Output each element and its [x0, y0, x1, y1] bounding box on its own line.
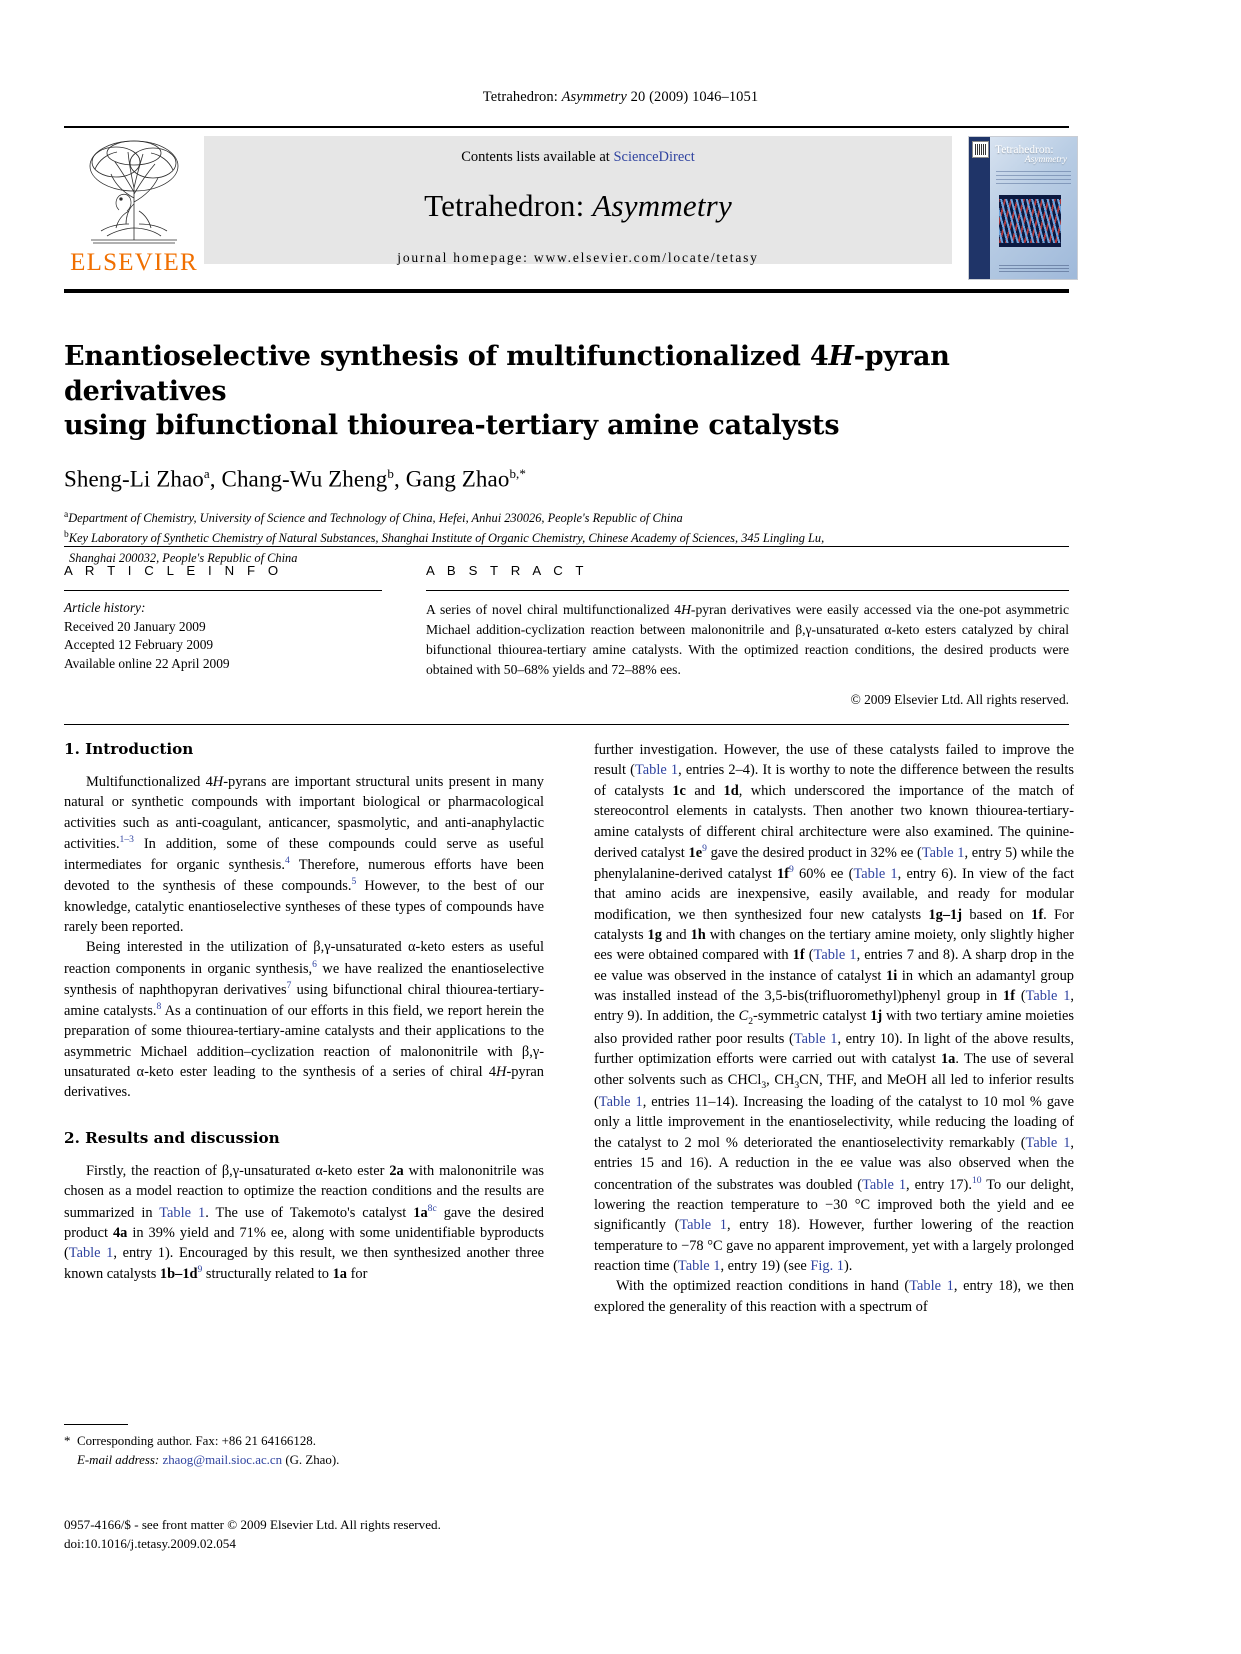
article-received: Received 20 January 2009	[64, 618, 206, 634]
abstract-heading: A B S T R A C T	[426, 563, 589, 578]
abstract-copyright: © 2009 Elsevier Ltd. All rights reserved.	[850, 691, 1069, 707]
paragraph-results-continued: further investigation. However, the use of these catalysts failed to improve the result (Table 1, entries 2–4). It is worthy to note the difference between the results of catalysts 1c and 1d, which underscored the importance of the match of stereocontrol elements in catalysts. Then another two known thiourea-tertiary-amine catalysts of different chiral architecture were also examined. The quinine-derived catalyst 1e$^9$ gave the desired product in 32% ee (Table 1, entry 5) while the phenylalanine-derived catalyst 1f$^9$ 60% ee (Table 1, entry 6). In view of the fact that amino acids are inexpensive, easily available, and ready for modular modification, we then synthesized four new catalysts 1g–1j based on 1f. For catalysts 1g and 1h with changes on the tertiary amine moiety, only slightly higher ees were obtained compared with 1f (Table 1, entries 7 and 8). A sharp drop in the ee value was observed in the instance of catalyst 1i in which an adamantyl group was installed instead of the 3,5-bis(trifluoromethyl)phenyl group in 1f (Table 1, entry 9). In addition, the $C_2$-symmetric catalyst 1j with two tertiary amine moieties also provided rather poor results (Table 1, entry 10). In light of the above results, further optimization efforts were carried out with catalyst 1a. The use of several other solvents such as CHCl$_3$, $CH_3CN$, THF, and MeOH all led to inferior results (Table 1, entries 11–14). Increasing the loading of the catalyst to 10 mol % gave only a little improvement in the enantioselectivity, while reducing the loading of the catalyst to 2 mol % deteriorated the enantioselectivity remarkably (Table 1, entries 15 and 16). A reduction in the ee value was also observed when the concentration of the substrates was doubled (Table 1, entry 17).$^{10}$ To our delight, lowering the reaction temperature to −30 °C improved both the yield and ee significantly (Table 1, entry 18). However, further lowering of the reaction temperature to −78 °C gave no apparent improvement, yet with a largely prolonged reaction time (Table 1, entry 19) (see Fig. 1).	[594, 742, 1075, 1274]
paragraph-intro-2: Being interested in the utilization of β,γ-unsaturated α-keto esters as useful reaction components in organic synthesis,$^6$ we have realized the enantioselective synthesis of naphthopyran derivatives$^7$ using bifunctional chiral thiourea-tertiary-amine catalysts.$^8$ As a continuation of our efforts in this field, we report herein the preparation of some thiourea-tertiary-amine catalysts and their applications to the asymmetric Michael addition–cyclization reaction of malononitrile with β,γ-unsaturated α-keto ester leading to the synthesis of a series of chiral 4H-pyran derivatives.	[64, 939, 544, 1101]
cross-reference-link[interactable]: Table 1	[921, 844, 965, 861]
cover-title	[995, 144, 1073, 166]
cross-reference-link[interactable]: Table 1	[598, 1094, 643, 1111]
band-bottom-rule	[64, 724, 1069, 725]
cover-badge-icon	[972, 141, 989, 158]
contents-available-line	[204, 136, 952, 166]
section-heading-results: 2. Results and discussion	[64, 1128, 280, 1147]
affil-a-marker: a	[64, 510, 69, 521]
body-column-right	[594, 740, 1074, 1317]
email-link[interactable]: zhaog@mail.sioc.ac.cn	[162, 1452, 283, 1467]
footnote-rule	[64, 1424, 128, 1425]
cross-reference-link[interactable]: Table 1	[909, 1278, 954, 1295]
elsevier-tree-icon	[71, 136, 197, 248]
info-abstract-band	[64, 546, 1069, 725]
cross-reference-link[interactable]: Table 1	[68, 1245, 114, 1262]
footnote-star-marker: *	[64, 1434, 71, 1448]
article-info-rule	[64, 590, 382, 591]
author-2: Chang-Wu Zheng	[221, 466, 388, 492]
author-3-affil-marker: b,*	[509, 465, 527, 481]
running-head	[0, 0, 1241, 106]
affil-b-marker: b	[64, 530, 69, 541]
imprint-front-matter: 0957-4166/$ - see front matter © 2009 Elsevier Ltd. All rights reserved.	[64, 1517, 441, 1532]
journal-title-italic: Asymmetry	[592, 188, 732, 223]
running-head-journal-italic: Asymmetry	[561, 89, 627, 105]
elsevier-wordmark: ELSEVIER	[70, 249, 198, 276]
footnote-block	[64, 1424, 544, 1470]
masthead-bottom-rule	[64, 289, 1069, 293]
author-1: Sheng-Li Zhao	[64, 466, 204, 492]
cross-reference-link[interactable]: Fig. 1	[810, 1257, 844, 1274]
email-owner: (G. Zhao).	[285, 1452, 340, 1467]
abstract-italic-h: H	[681, 602, 691, 617]
cover-spine	[969, 137, 990, 279]
article-body	[64, 740, 1074, 1317]
sciencedirect-link[interactable]: ScienceDirect	[613, 149, 695, 165]
section-heading-introduction: 1. Introduction	[64, 740, 194, 758]
imprint-block	[64, 1516, 584, 1553]
title-part-2: -pyran derivatives	[64, 341, 950, 407]
cross-reference-link[interactable]: Table 1	[159, 1204, 206, 1221]
running-head-citation: 20 (2009) 1046–1051	[630, 89, 759, 105]
abstract-part-1: A series of novel chiral multifunctionalized 4	[426, 602, 682, 617]
journal-title	[204, 188, 952, 224]
cross-reference-link[interactable]: Table 1	[679, 1217, 727, 1234]
cross-reference-link[interactable]: Table 1	[793, 1030, 838, 1047]
author-1-affil-marker: a	[203, 465, 210, 481]
abstract-column	[404, 547, 1069, 708]
running-head-journal: Tetrahedron:	[482, 89, 558, 105]
article-history	[64, 599, 382, 673]
cross-reference-link[interactable]: Table 1	[853, 865, 898, 882]
journal-cover-thumbnail[interactable]	[968, 136, 1078, 280]
title-part-1: Enantioselective synthesis of multifunctionalized 4	[64, 341, 829, 372]
cover-artwork	[999, 195, 1061, 247]
paragraph-intro-1: Multifunctionalized 4H-pyrans are important structural units present in many natural or synthetic compounds with important biological or pharmacological activities such as anti-coagulant, anticancer, spasmolytic, and anti-anaphylactic activities.$^{1-3}$ In addition, some of these compounds could serve as useful intermediates for organic synthesis.$^4$ Therefore, numerous efforts have been devoted to the synthesis of these compounds.$^5$ However, to the best of our knowledge, catalytic enantioselective syntheses of these types of compounds have rarely been reported.	[64, 774, 544, 936]
author-2-affil-marker: b	[387, 465, 395, 481]
abstract-rule	[426, 590, 1069, 591]
cross-reference-link[interactable]: Table 1	[1025, 988, 1071, 1005]
corresponding-author-note	[64, 1432, 544, 1470]
abstract-part-2: -pyran derivatives were easily accessed via the one-pot asymmetric Michael addition-cyclization reaction between malononitrile and β,γ-unsaturated α-keto esters catalyzed by chiral bifunctional thiourea-tertiary amine catalysts. With the optimized reaction conditions, the desired products were obtained with 50–68% yields and 72–88% ees.	[426, 602, 1069, 677]
cross-reference-link[interactable]: Table 1	[677, 1257, 721, 1274]
article-info-column	[64, 547, 404, 708]
elsevier-logo	[64, 128, 204, 275]
cover-footer-lines	[999, 265, 1069, 274]
journal-homepage: journal homepage: www.elsevier.com/locate/tetasy	[397, 250, 759, 265]
cross-reference-link[interactable]: Table 1	[1025, 1134, 1071, 1151]
body-column-left	[64, 740, 544, 1317]
title-line-2: using bifunctional thiourea-tertiary amine catalysts	[64, 410, 840, 442]
cross-reference-link[interactable]: Table 1	[862, 1176, 907, 1193]
author-list: Sheng-Li Zhao$^a$, Chang-Wu Zheng$^b$, Gang Zhao$^{b,*}$	[64, 465, 527, 492]
cover-title-text: Tetrahedron:	[995, 144, 1054, 156]
imprint-doi: doi:10.1016/j.tetasy.2009.02.054	[64, 1535, 236, 1551]
article-history-label: Article history:	[64, 600, 146, 615]
cross-reference-link[interactable]: Table 1	[634, 762, 679, 779]
article-info-heading: A R T I C L E I N F O	[64, 563, 283, 578]
abstract-text	[426, 600, 1069, 680]
title-block	[64, 340, 1069, 568]
contents-prefix: Contents lists available at	[461, 149, 614, 165]
affil-a-text: Department of Chemistry, University of Science and Technology of China, Hefei, Anhui 230026, People's Republic of China	[68, 511, 683, 526]
email-line	[64, 1451, 544, 1470]
title-italic-h: H	[828, 341, 854, 372]
journal-title-main: Tetrahedron:	[424, 188, 593, 223]
affiliation-a	[64, 509, 1069, 528]
email-label: E-mail address:	[77, 1452, 160, 1467]
affiliation-b-continued: Shanghai 200032, People's Republic of China	[69, 550, 298, 565]
paragraph-results-2: With the optimized reaction conditions in hand (Table 1, entry 18), we then explored the generality of this reaction with a spectrum of	[594, 1278, 1074, 1315]
paragraph-results-1: Firstly, the reaction of β,γ-unsaturated α-keto ester 2a with malononitrile was chosen as a model reaction to optimize the reaction conditions and the results are summarized in Table 1. The use of Takemoto's catalyst 1a$^{8c}$ gave the desired product 4a in 39% yield and 71% ee, along with some unidentifiable byproducts (Table 1, entry 1). Encouraged by this result, we then synthesized another three known catalysts 1b–1d$^9$ structurally related to 1a for	[64, 1162, 545, 1283]
cover-blurb-lines	[996, 171, 1071, 187]
page-title	[64, 340, 1069, 444]
journal-banner	[204, 136, 952, 264]
cross-reference-link[interactable]: Table 1	[813, 947, 857, 964]
author-3: Gang Zhao	[405, 466, 510, 492]
masthead	[64, 126, 1176, 293]
affil-b-text: Key Laboratory of Synthetic Chemistry of Natural Substances, Shanghai Institute of Organic Chemistry, Chinese Academy of Sciences, 345 Lingling Lu,	[68, 531, 825, 546]
cover-subtitle-text: Asymmetry	[1024, 155, 1067, 166]
article-available-online: Available online 22 April 2009	[64, 655, 230, 671]
corresponding-author-text: Corresponding author. Fax: +86 21 64166128.	[77, 1434, 316, 1448]
article-accepted: Accepted 12 February 2009	[64, 637, 214, 652]
